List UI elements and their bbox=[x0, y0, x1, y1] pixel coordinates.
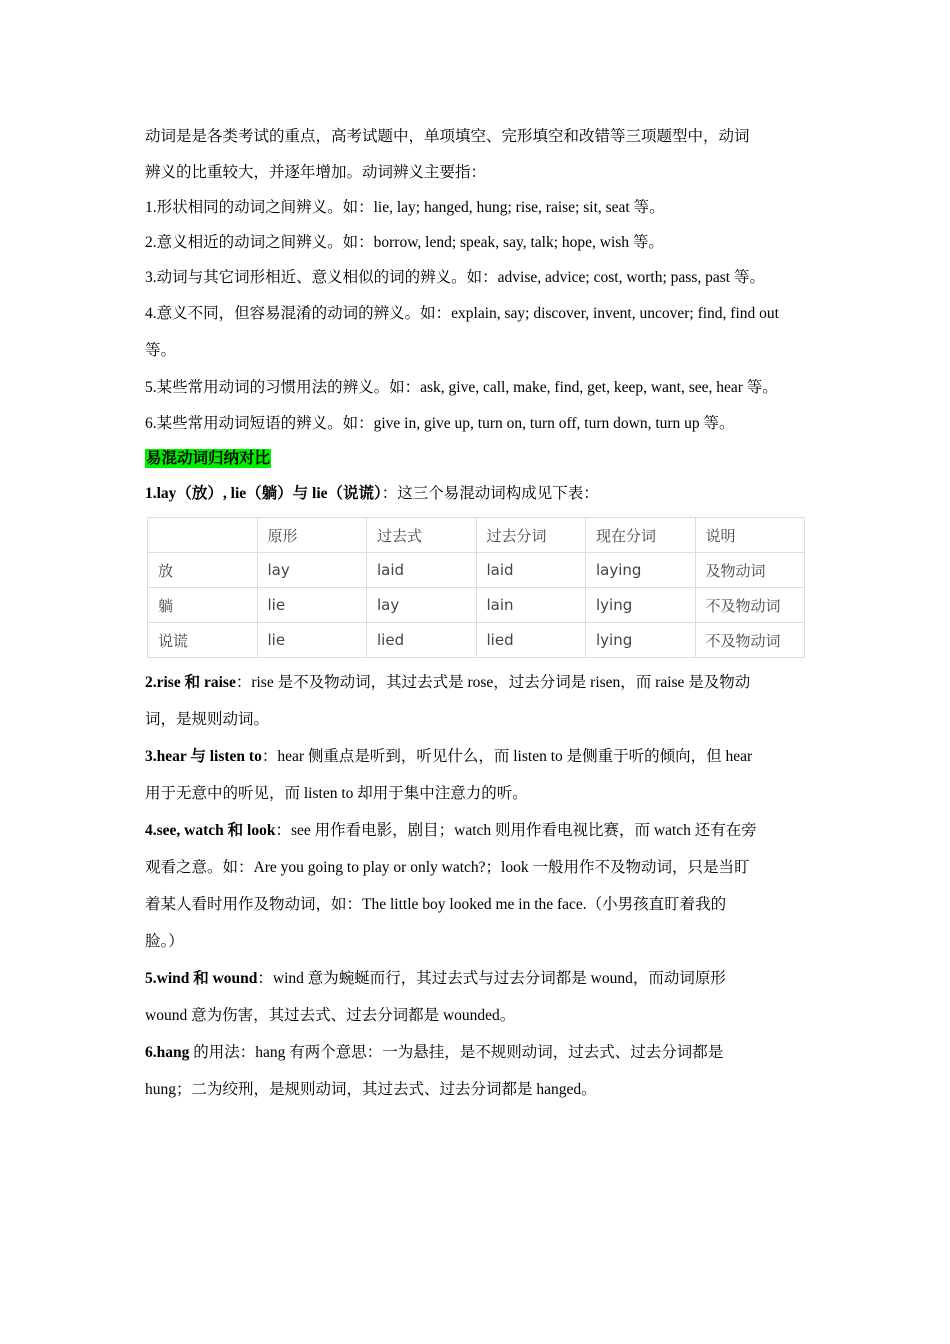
table-cell: lied bbox=[367, 623, 477, 658]
table-cell: lie bbox=[257, 623, 367, 658]
table-row bbox=[148, 553, 805, 588]
table-cell: lying bbox=[586, 623, 696, 658]
table-cell: lied bbox=[476, 623, 586, 658]
item-3-line-1 bbox=[145, 738, 810, 775]
item-6-title: 6.hang bbox=[145, 1044, 190, 1061]
table-header-cell: 原形 bbox=[257, 518, 367, 553]
item-6-line-1 bbox=[145, 1034, 810, 1071]
table-header-cell: 说明 bbox=[695, 518, 805, 553]
section-heading: 易混动词归纳对比 bbox=[146, 450, 271, 467]
point-1: 1.形状相同的动词之间辨义。如：lie, lay; hanged, hung; rise, raise; sit, seat 等。 bbox=[145, 199, 665, 216]
table-row bbox=[148, 623, 805, 658]
item-4-line-3: 着某人看时用作及物动词，如：The little boy looked me in the face.（小男孩直盯着我的 bbox=[145, 896, 727, 913]
table-cell: 放 bbox=[148, 553, 258, 588]
item-2-text: ：rise 是不及物动词，其过去式是 rose，过去分词是 risen，而 raise 是及物动 bbox=[235, 674, 751, 691]
table-cell: laying bbox=[586, 553, 696, 588]
point-5: 5.某些常用动词的习惯用法的辨义。如：ask, give, call, make, find, get, keep, want, see, hear 等。 bbox=[145, 379, 778, 396]
table-header-cell: 过去分词 bbox=[476, 518, 586, 553]
verb-table bbox=[147, 517, 805, 658]
table-cell: 及物动词 bbox=[695, 553, 805, 588]
item-2-title: 2.rise 和 raise bbox=[145, 674, 236, 691]
item-3-text: ：hear 侧重点是听到，听见什么，而 listen to 是侧重于听的倾向，但 hear bbox=[261, 748, 753, 765]
point-6: 6.某些常用动词短语的辨义。如：give in, give up, turn on, turn off, turn down, turn up 等。 bbox=[145, 415, 735, 432]
item-5-line-1 bbox=[145, 960, 810, 997]
item-4-title: 4.see, watch 和 look bbox=[145, 822, 276, 839]
item-3-title: 3.hear 与 listen to bbox=[145, 748, 262, 765]
table-cell: 不及物动词 bbox=[695, 623, 805, 658]
item-2-line-2: 词，是规则动词。 bbox=[145, 711, 270, 728]
item-4-line-4: 脸。） bbox=[145, 933, 184, 950]
item-2-line-1 bbox=[145, 664, 810, 701]
table-header-cell bbox=[148, 518, 258, 553]
point-3: 3.动词与其它词形相近、意义相似的词的辨义。如：advise, advice; cost, worth; pass, past 等。 bbox=[145, 269, 765, 286]
item-4-line-1 bbox=[145, 812, 810, 849]
table-cell: laid bbox=[476, 553, 586, 588]
table-header-cell: 过去式 bbox=[367, 518, 477, 553]
table-header-row bbox=[148, 518, 805, 553]
item-3-line-2: 用于无意中的听见，而 listen to 却用于集中注意力的听。 bbox=[145, 785, 528, 802]
item-4-line-2: 观看之意。如：Are you going to play or only watch?；look 一般用作不及物动词，只是当盯 bbox=[145, 859, 750, 876]
table-cell: 说谎 bbox=[148, 623, 258, 658]
item-4-text: ：see 用作看电影，剧目；watch 则用作看电视比赛，而 watch 还有在旁 bbox=[275, 822, 757, 839]
item-6-line-2: hung；二为绞刑，是规则动词，其过去式、过去分词都是 hanged。 bbox=[145, 1081, 597, 1098]
item-1 bbox=[145, 476, 810, 511]
item-1-title: 1.lay（放）, lie（躺）与 lie（说谎） bbox=[145, 485, 382, 502]
table-cell: lie bbox=[257, 588, 367, 623]
table-cell: 不及物动词 bbox=[695, 588, 805, 623]
item-5-title: 5.wind 和 wound bbox=[145, 970, 258, 987]
intro-line-1: 动词是是各类考试的重点，高考试题中，单项填空、完形填空和改错等三项题型中，动词 bbox=[145, 128, 750, 145]
table-row bbox=[148, 588, 805, 623]
table-cell: lying bbox=[586, 588, 696, 623]
table-cell: 躺 bbox=[148, 588, 258, 623]
item-5-line-2: wound 意为伤害，其过去式、过去分词都是 wounded。 bbox=[145, 1007, 516, 1024]
table-cell: lain bbox=[476, 588, 586, 623]
table-cell: lay bbox=[367, 588, 477, 623]
item-1-text: ：这三个易混动词构成见下表： bbox=[381, 485, 599, 502]
intro-line-2: 辨义的比重较大，并逐年增加。动词辨义主要指： bbox=[145, 164, 487, 181]
table-header-cell: 现在分词 bbox=[586, 518, 696, 553]
item-6-text: 的用法：hang 有两个意思：一为悬挂，是不规则动词，过去式、过去分词都是 bbox=[189, 1044, 724, 1061]
table-cell: laid bbox=[367, 553, 477, 588]
point-2: 2.意义相近的动词之间辨义。如：borrow, lend; speak, say, talk; hope, wish 等。 bbox=[145, 234, 664, 251]
item-5-text: ：wind 意为蜿蜒而行，其过去式与过去分词都是 wound，而动词原形 bbox=[257, 970, 726, 987]
document-body bbox=[145, 118, 810, 1108]
table-cell: lay bbox=[257, 553, 367, 588]
point-4: 4.意义不同，但容易混淆的动词的辨义。如：explain, say; discover, invent, uncover; find, find out 等。 bbox=[145, 305, 779, 359]
